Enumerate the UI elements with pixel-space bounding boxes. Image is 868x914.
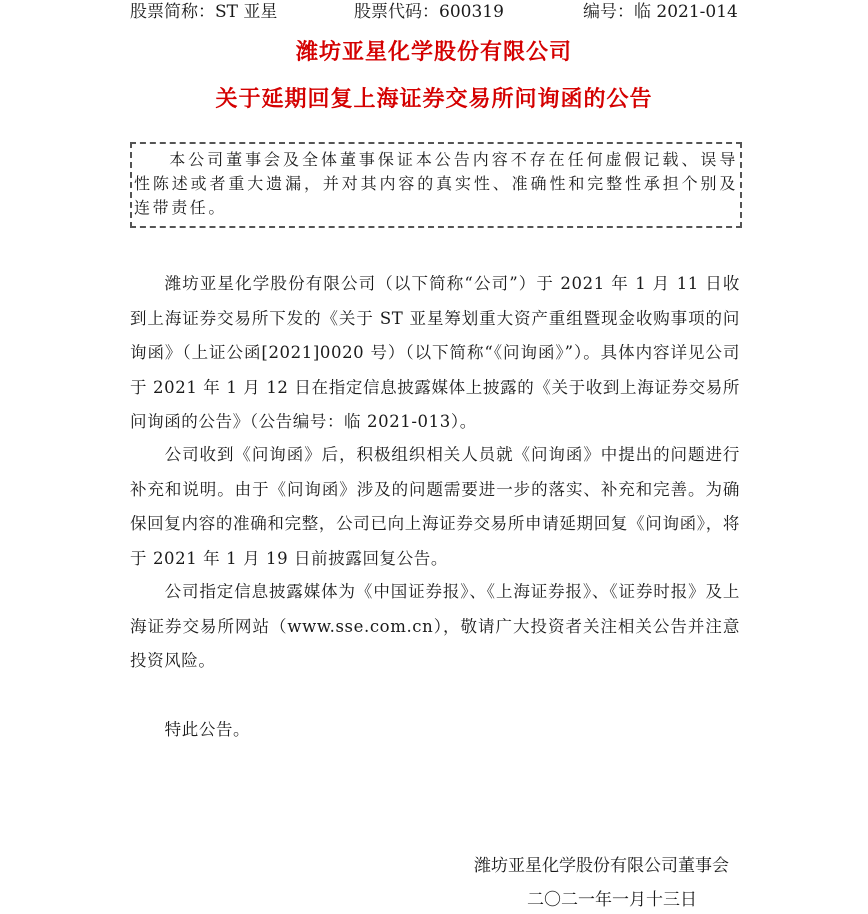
stock-code: 股票代码：600319 [354, 2, 504, 22]
body-paragraph-1: 潍坊亚星化学股份有限公司（以下简称“公司”）于 2021 年 1 月 11 日收到上海证券交易所下发的《关于 ST 亚星筹划重大资产重组暨现金收购事项的问询函》（上证公函[2021]0020 号）（以下简称“《问询函》”）。具体内容详见公司于 2021 年 1 月 12 日在指定信息披露媒体上披露的《关于收到上海证券交易所问询函的公告》（公告编号：临 2021-013）。 [130, 274, 740, 431]
signature-date: 二〇二一年一月十三日 [527, 890, 697, 910]
body-paragraph-2: 公司收到《问询函》后，积极组织相关人员就《问询函》中提出的问题进行补充和说明。由于《问询函》涉及的问题需要进一步的落实、补充和完善。为确保回复内容的准确和完整，公司已向上海证券交易所申请延期回复《问询函》，将于 2021 年 1 月 19 日前披露回复公告。 [130, 445, 740, 568]
body-paragraph-3: 公司指定信息披露媒体为《中国证券报》、《上海证券报》、《证券时报》及上海证券交易所网站（www.sse.com.cn），敬请广大投资者关注相关公告并注意投资风险。 [130, 582, 740, 670]
document-number: 编号：临 2021-014 [583, 2, 738, 22]
disclaimer-box: 本公司董事会及全体董事保证本公告内容不存在任何虚假记载、误导性陈述或者重大遗漏，并对其内容的真实性、准确性和完整性承担个别及连带责任。 [130, 142, 742, 228]
stock-abbreviation: 股票简称：ST 亚星 [130, 2, 278, 22]
company-title: 潍坊亚星化学股份有限公司 [295, 40, 572, 65]
closing-statement: 特此公告。 [164, 720, 251, 739]
document-header [130, 0, 740, 24]
signatory-board: 潍坊亚星化学股份有限公司董事会 [474, 856, 729, 876]
announcement-title: 关于延期回复上海证券交易所问询函的公告 [215, 87, 653, 112]
